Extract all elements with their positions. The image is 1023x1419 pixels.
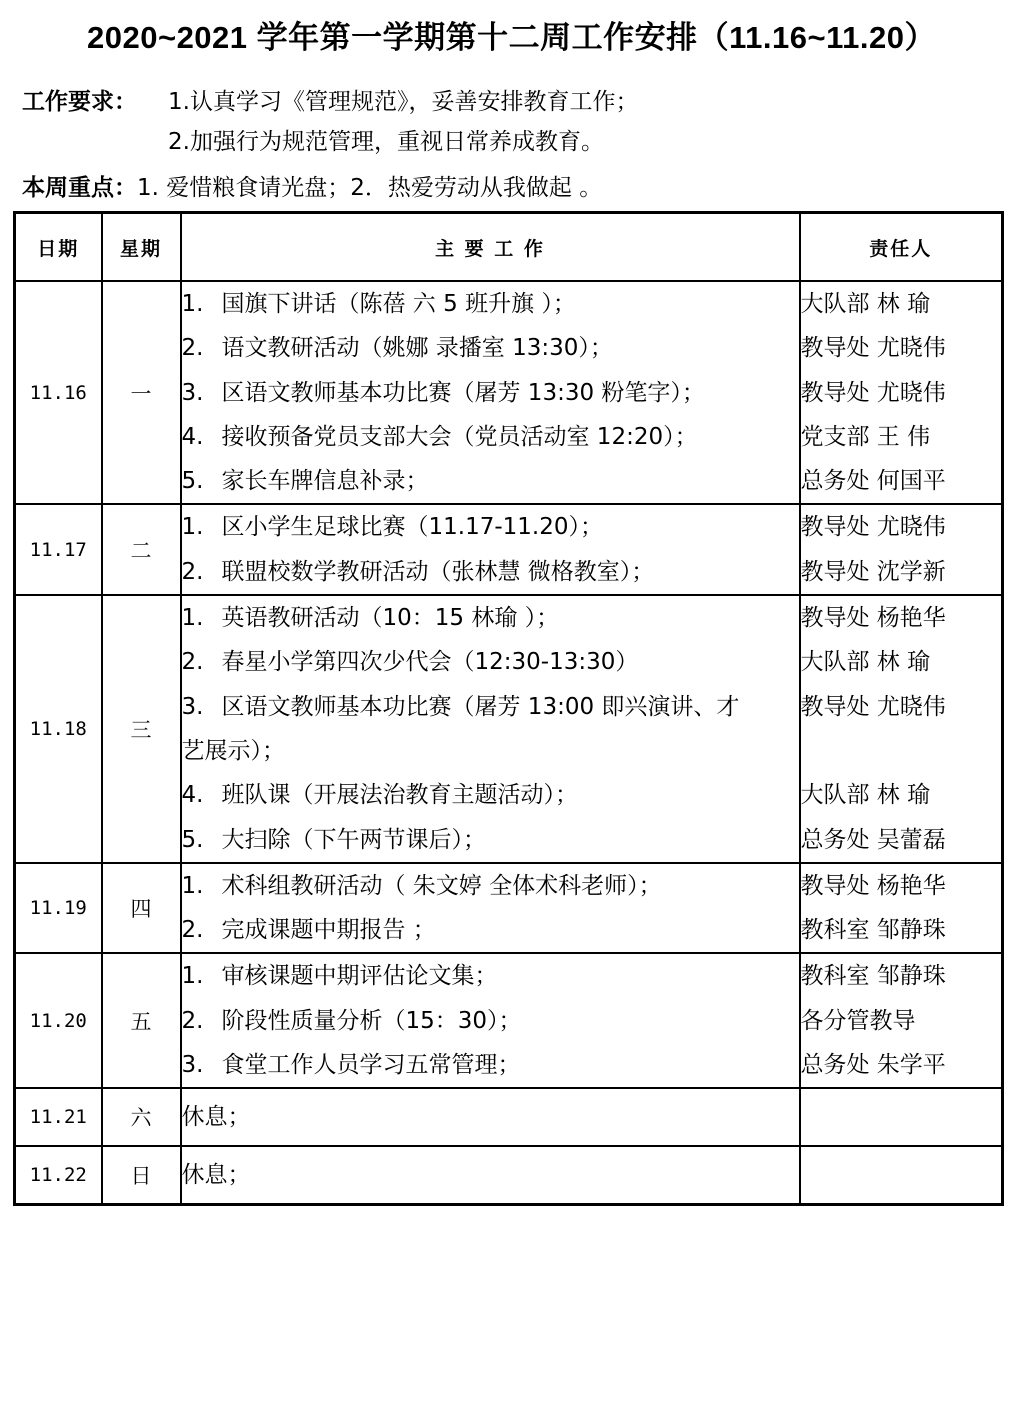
item-text: 国旗下讲话（陈蓓 六 5 班升旗 ）；: [221, 291, 576, 317]
item-number: 4.: [181, 782, 204, 809]
item-text: 阶段性质量分析（15：30）；: [221, 1007, 522, 1034]
date-cell: 11.21: [15, 1088, 102, 1146]
weekday-cell: 六: [102, 1088, 181, 1146]
requirement-line: 1.认真学习《管理规范》，妥善安排教育工作；: [168, 89, 639, 115]
item-number: 1.: [181, 514, 204, 541]
item-text: 区语文教师基本功比赛（屠芳 13:00 即兴演讲、才: [221, 693, 740, 720]
item-text: 术科组教研活动（ 朱文婷 全体术科老师）；: [221, 872, 662, 899]
header-work: 主 要 工 作: [181, 213, 800, 282]
work-cell: 休息；: [181, 1088, 800, 1146]
item-text: 家长车牌信息补录；: [221, 468, 429, 495]
person-cell: [800, 1146, 1003, 1204]
focus-label: 本周重点：: [22, 175, 137, 201]
work-item: [182, 773, 799, 817]
weekday-cell: 四: [102, 863, 181, 954]
item-text: 春星小学第四次少代会（12:30-13:30）: [221, 649, 639, 676]
weekday-cell: 二: [102, 504, 181, 595]
work-item: [182, 550, 799, 594]
work-cell: [181, 595, 800, 863]
date-cell: 11.17: [15, 504, 102, 595]
work-cell: [181, 953, 800, 1088]
item-number: 3.: [181, 693, 204, 720]
work-item: [182, 596, 799, 640]
header-row: [15, 213, 1003, 282]
item-number: 2.: [181, 335, 204, 362]
table-row: [15, 281, 1003, 504]
person-name: 教科室 邹静珠: [800, 917, 946, 944]
weekly-focus: [22, 168, 602, 208]
weekday-cell: 一: [102, 281, 181, 504]
person-cell: [800, 863, 1003, 954]
person-cell: [800, 595, 1003, 863]
work-item: [182, 1043, 799, 1087]
person-cell: [800, 1088, 1003, 1146]
person-name: 总务处 何国平: [800, 468, 946, 495]
item-text: 食堂工作人员学习五常管理；: [221, 1052, 521, 1079]
item-text: 接收预备党员支部大会（党员活动室 12:20）；: [221, 423, 698, 450]
person-name: 总务处 朱学平: [800, 1052, 946, 1079]
work-item: [182, 326, 799, 370]
weekday-cell: 五: [102, 953, 181, 1088]
date-cell: 11.19: [15, 863, 102, 954]
person-name: 教导处 尤晓伟: [800, 514, 946, 541]
work-item: [182, 282, 799, 326]
item-number: 1.: [181, 963, 204, 990]
work-item: [182, 505, 799, 549]
work-cell: [181, 281, 800, 504]
item-text: 区小学生足球比赛（11.17-11.20）；: [221, 514, 603, 541]
header-weekday: 星期: [102, 213, 181, 282]
item-text: 区语文教师基本功比赛（屠芳 13:30 粉笔字）；: [221, 379, 705, 406]
work-cell: [181, 863, 800, 954]
header-date: 日期: [15, 213, 102, 282]
work-item: [182, 685, 799, 729]
person-name: 教导处 尤晓伟: [800, 335, 946, 362]
work-item: [182, 954, 799, 998]
table-row: [15, 953, 1003, 1088]
work-item: [182, 415, 799, 459]
work-item: [182, 640, 799, 684]
item-text: 审核课题中期评估论文集；: [221, 963, 498, 990]
person-name: 教导处 杨艳华: [800, 872, 946, 899]
table-row-rest: [15, 1146, 1003, 1204]
item-text: 联盟校数学教研活动（张林慧 微格教室）；: [221, 558, 655, 585]
date-cell: 11.16: [15, 281, 102, 504]
item-text: 语文教研活动（姚娜 录播室 13:30）；: [221, 335, 613, 362]
table-row-rest: [15, 1088, 1003, 1146]
person-name: 各分管教导: [800, 1007, 916, 1034]
person-name: 总务处 吴蕾磊: [800, 826, 946, 853]
person-name: 大队部 林 瑜: [800, 782, 931, 809]
table-row: [15, 595, 1003, 863]
person-cell: [800, 504, 1003, 595]
person-name: 教导处 沈学新: [800, 558, 946, 585]
item-text: 英语教研活动（10：15 林瑜 ）；: [221, 605, 560, 632]
work-item: [182, 459, 799, 503]
person-cell: [800, 281, 1003, 504]
work-cell: 休息；: [181, 1146, 800, 1204]
item-text: 班队课（开展法治教育主题活动）；: [221, 782, 578, 809]
person-cell: [800, 953, 1003, 1088]
work-cell: [181, 504, 800, 595]
table-row: [15, 504, 1003, 595]
work-item: [182, 999, 799, 1043]
item-number: 3.: [181, 379, 204, 406]
item-text: 完成课题中期报告 ；: [221, 917, 436, 944]
person-spacer: [801, 729, 1002, 773]
date-cell: 11.20: [15, 953, 102, 1088]
date-cell: 11.18: [15, 595, 102, 863]
requirement-line: 2.加强行为规范管理，重视日常养成教育。: [168, 129, 604, 155]
person-name: 大队部 林 瑜: [800, 291, 931, 317]
person-name: 教导处 尤晓伟: [800, 693, 946, 720]
work-item: [182, 864, 799, 908]
person-name: 教导处 尤晓伟: [800, 379, 946, 406]
person-name: 党支部 王 伟: [800, 423, 931, 450]
item-number: 1.: [181, 291, 204, 317]
item-number: 4.: [181, 423, 204, 450]
item-number: 3.: [181, 1052, 204, 1079]
work-requirements: [22, 82, 638, 162]
item-number: 2.: [181, 1007, 204, 1034]
item-number: 1.: [181, 872, 204, 899]
work-item: [182, 371, 799, 415]
weekday-cell: 日: [102, 1146, 181, 1204]
schedule-table: [13, 211, 1004, 1206]
focus-text: 1. 爱惜粮食请光盘；2．热爱劳动从我做起 。: [137, 175, 603, 201]
item-number: 5.: [181, 468, 204, 495]
header-person: 责任人: [800, 213, 1003, 282]
item-text-continued: 艺展示）；: [181, 737, 285, 764]
item-text: 大扫除（下午两节课后）；: [221, 826, 486, 853]
person-name: 教科室 邹静珠: [800, 963, 946, 990]
item-number: 2.: [181, 558, 204, 585]
item-number: 2.: [181, 649, 204, 676]
work-item: [182, 818, 799, 862]
person-name: 教导处 杨艳华: [800, 605, 946, 632]
work-item: [182, 908, 799, 952]
weekday-cell: 三: [102, 595, 181, 863]
requirements-label: 工作要求：: [22, 89, 137, 115]
item-number: 5.: [181, 826, 204, 853]
person-name: 大队部 林 瑜: [800, 649, 931, 676]
item-number: 2.: [181, 917, 204, 944]
page-title: 2020~2021 学年第一学期第十二周工作安排（11.16~11.20）: [87, 20, 936, 55]
item-number: 1.: [181, 605, 204, 632]
table-row: [15, 863, 1003, 954]
date-cell: 11.22: [15, 1146, 102, 1204]
